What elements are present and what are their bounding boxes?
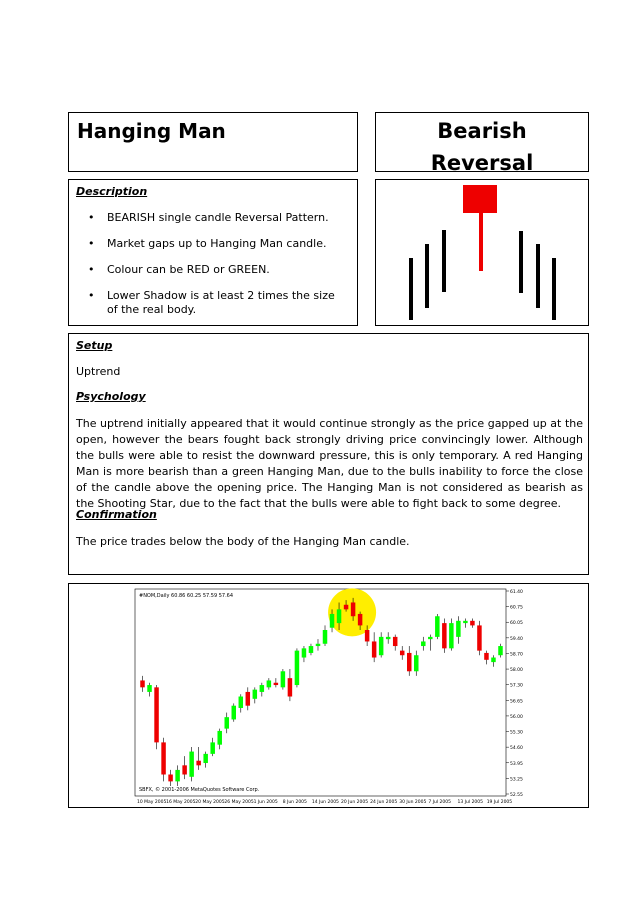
ytick-label: 55.30 xyxy=(510,730,523,736)
xtick-label: 7 Jul 2005 xyxy=(428,800,452,805)
title-box xyxy=(68,112,358,172)
candle-body xyxy=(217,731,221,745)
candle-body xyxy=(477,625,481,650)
candle-body xyxy=(435,616,439,637)
description-heading: Description xyxy=(76,185,148,198)
candle-body xyxy=(246,692,250,706)
ytick-label: 56.65 xyxy=(510,699,523,705)
chart-copyright: SBFX, © 2001-2006 MetaQuotes Software Corp. xyxy=(139,787,260,793)
candle-body xyxy=(351,602,355,616)
candle-body xyxy=(400,651,404,656)
ytick-label: 56.00 xyxy=(510,714,523,720)
candle-body xyxy=(316,644,320,646)
candle-body xyxy=(203,754,207,763)
candle-body xyxy=(449,623,453,648)
ytick-label: 58.00 xyxy=(510,668,523,674)
candle-body xyxy=(239,697,243,708)
candle-body xyxy=(330,614,334,628)
candle-body xyxy=(161,742,165,774)
candle-body xyxy=(393,637,397,646)
candle xyxy=(154,685,158,749)
candle-body xyxy=(189,752,193,777)
ytick-label: 52.55 xyxy=(510,793,523,798)
chart-box xyxy=(68,583,589,808)
ytick-label: 61.40 xyxy=(510,590,523,595)
ytick-label: 57.30 xyxy=(510,683,523,689)
signal-line-1: Bearish xyxy=(437,119,527,143)
pattern-title: Hanging Man xyxy=(77,119,226,143)
xtick-label: 16 May 2005 xyxy=(166,800,196,805)
candle-body xyxy=(491,658,495,663)
candle-body xyxy=(323,630,327,644)
candle-body xyxy=(484,653,488,660)
candle-body xyxy=(470,621,474,626)
candle-body xyxy=(379,637,383,655)
candle-body xyxy=(295,651,299,685)
ytick-label: 58.70 xyxy=(510,652,523,658)
candle-body xyxy=(288,678,292,696)
pattern-candle xyxy=(519,231,523,293)
bullet-icon: • xyxy=(88,263,95,276)
candle-body xyxy=(428,637,432,639)
description-item: • BEARISH single candle Reversal Pattern. xyxy=(88,211,329,224)
candle xyxy=(281,669,285,690)
candle-body xyxy=(253,690,257,699)
xtick-label: 20 Jun 2005 xyxy=(340,800,369,805)
xtick-label: 1 Jun 2005 xyxy=(253,800,278,805)
candle-body xyxy=(175,770,179,781)
candle xyxy=(449,619,453,651)
candlestick-chart xyxy=(69,584,588,807)
xtick-label: 14 Jun 2005 xyxy=(311,800,339,805)
candle-body xyxy=(414,655,418,671)
description-item: • Lower Shadow is at least 2 times the size of the real body. xyxy=(88,289,335,316)
candle-body xyxy=(281,671,285,687)
candle xyxy=(442,619,446,653)
ytick-label: 59.40 xyxy=(510,636,523,642)
bullet-icon: • xyxy=(88,211,95,224)
signal-line-2: Reversal xyxy=(430,151,534,175)
candle-body xyxy=(267,680,271,687)
xtick-label: 20 May 2005 xyxy=(195,800,225,805)
confirmation-text: The price trades below the body of the Hanging Man candle. xyxy=(76,535,410,548)
xtick-label: 10 May 2005 xyxy=(137,800,167,805)
xtick-label: 26 May 2005 xyxy=(224,800,254,805)
ytick-label: 53.95 xyxy=(510,761,523,767)
candle-body xyxy=(337,609,341,623)
candle xyxy=(477,621,481,655)
description-item: • Colour can be RED or GREEN. xyxy=(88,263,270,276)
candle-body xyxy=(274,683,278,685)
hanging-man-shadow xyxy=(479,213,483,271)
pattern-illustration-box xyxy=(375,179,589,326)
candle-body xyxy=(309,646,313,653)
candle-body xyxy=(224,717,228,728)
pattern-candle xyxy=(536,244,540,308)
candle-body xyxy=(260,685,264,692)
xtick-label: 13 Jul 2005 xyxy=(457,800,484,805)
hanging-man-body xyxy=(463,185,497,213)
candle-body xyxy=(372,641,376,657)
xtick-label: 24 Jun 2005 xyxy=(370,800,398,805)
bullet-icon: • xyxy=(88,289,95,302)
setup-text: Uptrend xyxy=(76,365,121,378)
ytick-label: 54.60 xyxy=(510,746,523,752)
pattern-candle xyxy=(425,244,429,308)
candle-body xyxy=(442,623,446,648)
psychology-heading: Psychology xyxy=(76,390,146,403)
pattern-illustration xyxy=(376,180,588,325)
candle-body xyxy=(232,706,236,720)
pattern-candle xyxy=(442,230,446,292)
candle-body xyxy=(182,765,186,774)
setup-heading: Setup xyxy=(76,339,113,352)
ytick-label: 60.75 xyxy=(510,605,523,611)
candle-body xyxy=(365,630,369,641)
chart-header: #NOM,Daily 60.86 60.25 57.59 57.64 xyxy=(139,593,234,599)
candle-body xyxy=(498,646,502,655)
candle-body xyxy=(196,761,200,766)
ytick-label: 53.25 xyxy=(510,777,523,783)
candle-body xyxy=(463,621,467,623)
candle xyxy=(435,614,439,639)
bullet-icon: • xyxy=(88,237,95,250)
candle-body xyxy=(154,687,158,742)
xtick-label: 8 Jun 2005 xyxy=(282,800,307,805)
candle-body xyxy=(358,614,362,625)
candle xyxy=(232,703,236,721)
candle-body xyxy=(421,641,425,646)
confirmation-heading: Confirmation xyxy=(76,508,157,521)
ytick-label: 60.05 xyxy=(510,621,523,627)
candle-body xyxy=(168,775,172,782)
candle xyxy=(189,747,193,781)
pattern-candle xyxy=(552,258,556,320)
candle-body xyxy=(210,742,214,753)
description-item: • Market gaps up to Hanging Man candle. xyxy=(88,237,327,250)
candle-body xyxy=(147,685,151,692)
description-list xyxy=(69,211,354,329)
pattern-candle xyxy=(409,258,413,320)
xtick-label: 30 Jun 2005 xyxy=(399,800,427,805)
candle-body xyxy=(344,605,348,610)
psychology-text: The uptrend initially appeared that it would continue strongly as the price gapped up at the open, however the bears fought back strongly driving price convincingly lower. Although the bulls were able to resist the downward pressure, this is only temporary. A red Hanging Man is more bearish than a green Hanging Man, due to the bulls inability to force the close of the candle above the opening price. The Hanging Man is not considered as bearish as the Shooting Star, due to the fact that the bulls were able to fight back to some degree. xyxy=(76,417,583,510)
candle xyxy=(295,648,299,687)
candle-body xyxy=(140,680,144,687)
body-box xyxy=(68,333,589,575)
candle-body xyxy=(302,648,306,657)
xtick-label: 19 Jul 2005 xyxy=(486,800,513,805)
signal-box xyxy=(375,112,589,175)
candle-body xyxy=(407,653,411,671)
candle-body xyxy=(386,637,390,639)
description-box xyxy=(68,179,358,326)
candle-body xyxy=(456,621,460,637)
